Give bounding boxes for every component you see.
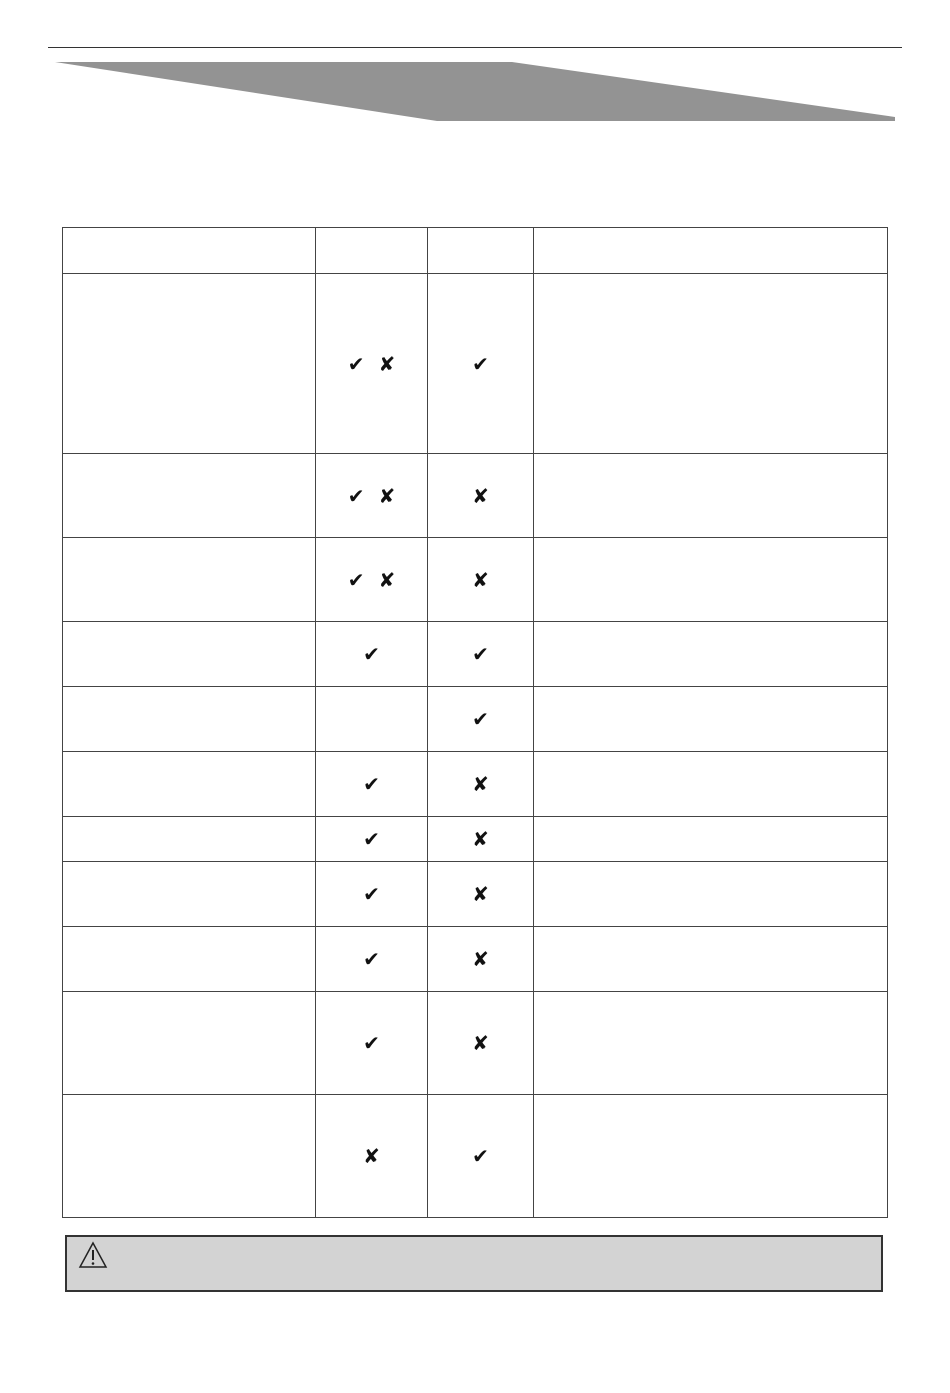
row-description-cell (534, 992, 888, 1095)
row-description-cell (534, 927, 888, 992)
row-label-cell (63, 752, 316, 817)
table-row (63, 538, 888, 622)
row-label-cell (63, 927, 316, 992)
row-label-cell (63, 817, 316, 862)
cross-icon: ✘ (363, 1144, 380, 1168)
col1-cell (316, 927, 428, 992)
feature-table (62, 227, 888, 1218)
col2-cell (428, 752, 534, 817)
row-label-cell (63, 992, 316, 1095)
check-icon: ✔ (363, 947, 380, 971)
col1-cell (316, 752, 428, 817)
col2-cell (428, 454, 534, 538)
row-description-cell (534, 817, 888, 862)
row-label-cell (63, 862, 316, 927)
cross-icon: ✘ (378, 483, 396, 508)
col1-cell (316, 992, 428, 1095)
col2-cell (428, 862, 534, 927)
cross-icon: ✘ (472, 882, 489, 906)
row-description-cell (534, 862, 888, 927)
cross-icon: ✘ (472, 827, 489, 851)
col1-cell (316, 817, 428, 862)
table-row (63, 752, 888, 817)
check-icon: ✔ (472, 707, 489, 731)
check-icon: ✔ (363, 642, 380, 666)
table-row (63, 454, 888, 538)
table-row (63, 687, 888, 752)
check-icon: ✔ (363, 882, 380, 906)
row-description-cell (534, 687, 888, 752)
header-cell (534, 228, 888, 274)
col2-cell (428, 538, 534, 622)
col2-cell (428, 992, 534, 1095)
col1-cell (316, 622, 428, 687)
col1-cell (316, 1095, 428, 1218)
table-row (63, 1095, 888, 1218)
row-label-cell (63, 622, 316, 687)
table-header-row (63, 228, 888, 274)
row-label-cell (63, 1095, 316, 1218)
header-cell (63, 228, 316, 274)
row-label-cell (63, 454, 316, 538)
row-description-cell (534, 622, 888, 687)
row-label-cell (63, 687, 316, 752)
row-description-cell (534, 752, 888, 817)
check-icon: ✔ (347, 483, 365, 508)
cross-icon: ✘ (472, 1031, 489, 1055)
check-icon: ✔ (472, 642, 489, 666)
col2-cell (428, 927, 534, 992)
row-description-cell (534, 1095, 888, 1218)
col1-cell (316, 687, 428, 752)
warning-box (65, 1235, 883, 1292)
col2-cell (428, 687, 534, 752)
cross-icon: ✘ (378, 351, 396, 376)
header-cell (316, 228, 428, 274)
col1-cell (316, 862, 428, 927)
cross-icon: ✘ (378, 567, 396, 592)
cross-icon: ✘ (472, 567, 489, 592)
row-description-cell (534, 274, 888, 454)
table-row (63, 274, 888, 454)
col2-cell (428, 622, 534, 687)
col2-cell (428, 817, 534, 862)
col1-cell (316, 274, 428, 454)
row-label-cell (63, 538, 316, 622)
col1-cell (316, 454, 428, 538)
check-icon: ✔ (347, 567, 365, 592)
cross-icon: ✘ (472, 947, 489, 971)
col2-cell (428, 1095, 534, 1218)
row-label-cell (63, 274, 316, 454)
table-row (63, 992, 888, 1095)
table-row (63, 817, 888, 862)
check-icon: ✔ (472, 351, 489, 376)
check-icon: ✔ (363, 1031, 380, 1055)
cross-icon: ✘ (472, 772, 489, 796)
row-description-cell (534, 538, 888, 622)
check-icon: ✔ (363, 827, 380, 851)
warning-triangle-icon (78, 1241, 108, 1269)
table-row (63, 862, 888, 927)
cross-icon: ✘ (472, 483, 489, 508)
header-cell (428, 228, 534, 274)
check-icon: ✔ (363, 772, 380, 796)
check-icon: ✔ (347, 351, 365, 376)
row-description-cell (534, 454, 888, 538)
section-banner (0, 0, 950, 130)
col2-cell (428, 274, 534, 454)
table-row (63, 622, 888, 687)
check-icon: ✔ (472, 1144, 489, 1168)
table-row (63, 927, 888, 992)
col1-cell (316, 538, 428, 622)
